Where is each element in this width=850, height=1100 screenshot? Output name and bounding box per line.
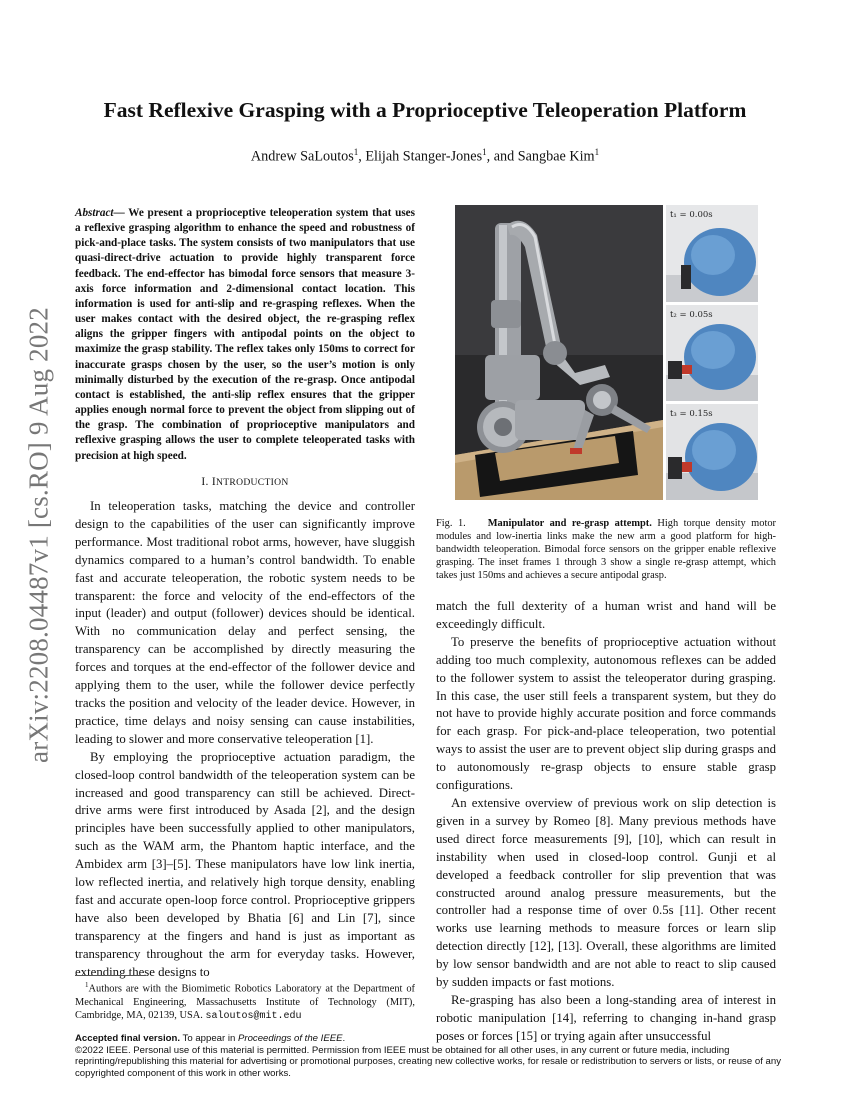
figure-1-caption: [436, 517, 776, 582]
paper-title: Fast Reflexive Grasping with a Proprioceptive Teleoperation Platform: [103, 98, 747, 122]
author-1: Andrew SaLoutos: [250, 148, 354, 165]
inset-1-time-label: t₁ = 0.00s: [670, 210, 713, 220]
section-title-first-letter: I: [211, 476, 217, 488]
inset-3-time-label: t₃ = 0.15s: [670, 409, 713, 419]
main-robot-photo: [455, 205, 663, 500]
intro-paragraph-2: By employing the proprioceptive actuation paradigm, the closed-loop control bandwidth of the teleoperation system can be increased and good transparency can still be achieved. Direct-drive arms were first introduced by Asada [2], and the design principles have been successfully applied to other manipulators, such as the WAM arm, the Phantom haptic interface, and the Ambidex arm [3]–[5]. These manipulators have low link inertia, low reflected inertia, and relatively high torque density, enabling fast and accurate open-loop force control. Proprioceptive grippers have also been developed by Bhatia [6] and Lin [7], since transparency at the fingers and hand is just as important as transparency throughout the arm for everyday tasks. However, extending these designs to: [75, 749, 415, 979]
caption-bold-title: Manipulator and re-grasp attempt.: [487, 518, 652, 529]
right-paragraph-continued: match the full dexterity of a human wrist and hand will be exceedingly difficult.: [436, 599, 776, 631]
affiliation-footnote: [75, 979, 415, 1023]
introduction-right-column: [436, 598, 776, 1046]
section-numeral: I.: [201, 476, 212, 488]
abstract: [75, 206, 415, 464]
venue-name: Proceedings of the IEEE: [238, 1033, 343, 1044]
author-1-affiliation-mark: 1: [353, 147, 359, 157]
author-2-affiliation-mark: 1: [482, 147, 487, 157]
arxiv-sidebar-identifier: [16, 290, 61, 780]
footnote-email: saloutos@mit.edu: [205, 1011, 302, 1023]
inset-2-time-label: t₂ = 0.05s: [670, 310, 713, 320]
intro-paragraph-1: In teleoperation tasks, matching the device and controller design to the capabilities of the user can significantly improve performance. Most traditional robot arms, however, have sluggish dynamics compared to a human’s control bandwidth. To enable fast and accurate teleoperation, the robotic system needs to be transparent: the force and velocity of the end-effectors of the input (leader) and output (follower) devices should be identical. With no communication delay and perfect sensing, the transparency can be accomplished by directly measuring the forces and torques at the end-effector of the follower device and applying them to the user, while the follower device perfectly tracks the position and velocity of the leader device. However, in practice, time delays and noisy sensing can cause instabilities, leading to slower and more conservative teleoperation [1].: [75, 499, 415, 746]
right-paragraph-3: Re-grasping has also been a long-standing area of interest in robotic manipulation [14], referring to changing in-hand grasp poses or forces [15] or trying again after unsuccessful: [436, 992, 776, 1043]
footnote-rule: [75, 975, 145, 976]
abstract-label: Abstract: [75, 207, 114, 219]
accepted-label: Accepted final version.: [75, 1033, 181, 1044]
section-heading-introduction: [75, 476, 415, 488]
right-paragraph-2: An extensive overview of previous work on slip detection is given in a survey by Romeo [8]. Many previous methods have used direct force measurements [9], [10], which can result in instability when used in closed-loop control. Gunji et al developed a feedback controller for slip prevention that was constructed around analog pressure measurements, but the controller had a response time of over 0.5s [11]. Other recent works use learning methods to measure forces or learn slip detection directly [12], [13]. Overall, these algorithms are limited by low sensor bandwidth and are not able to react to slip caused by sudden impacts or fast motions.: [436, 795, 776, 990]
author-3: and Sangbae Kim: [493, 148, 595, 165]
abstract-dash: —: [113, 207, 125, 219]
copyright-notice: ©2022 IEEE. Personal use of this material is permitted. Permission from IEEE must be obtained for all other uses, in any current or future media, including reprinting/republishing this material for advertising or promotional purposes, creating new collective works, for resale or redistribution to servers or lists, or reuse of any copyrighted component of this work in other works.: [75, 1044, 781, 1079]
accepted-period: .: [342, 1033, 346, 1044]
footnote-text: Authors are with the Biomimetic Robotics Laboratory at the Department of Mechanical Engineering, Massachusetts Institute of Technology (MIT), Cambridge, MA, 02139, USA.: [75, 983, 415, 1022]
accepted-text: To appear in: [180, 1033, 238, 1044]
author-3-affiliation-mark: 1: [594, 147, 600, 157]
caption-label: Fig. 1.: [436, 518, 466, 529]
arxiv-id-text: arXiv:2208.04487v1 [cs.RO] 9 Aug 2022: [23, 307, 53, 763]
caption-text: High torque density motor modules and low-inertia links make the new arm a good platform for high-bandwidth teleoperation. Bimodal force sensors on the gripper enable reflexive grasping. The inset frames 1 through 3 show a single re-grasp attempt, which takes just 150ms and achieves a secure antipodal grasp.: [436, 518, 776, 582]
introduction-left-column: [75, 498, 415, 981]
abstract-text: We present a proprioceptive teleoperation system that uses a reflexive grasping algorithm to enhance the speed and robustness of pick-and-place tasks. The system consists of two manipulators that use quasi-direct-drive actuation to provide highly transparent force feedback. The end-effector has bimodal force sensors that measure 3-axis force information and 2-dimensional contact location. This information is used for anti-slip and re-grasping reflexes. When the user makes contact with the desired object, the re-grasping reflex aligns the gripper fingers with antipodal points on the object to maximize the grasp stability. The reflex takes only 150ms to correct for inaccurate grasps chosen by the user, so the user’s motion is only minimally disturbed by the execution of the re-grasp. Once antipodal contact is established, the anti-slip reflex ensures that the gripper applies enough normal force to prevent the object from slipping out of the grasp. The combination of proprioceptive manipulators and reflexive grasping allows the user to complete teleoperated tasks with precision at high speed.: [75, 207, 415, 462]
publication-notice: [75, 1033, 787, 1079]
figure-1-photo: [455, 205, 758, 500]
author-2: Elijah Stanger-Jones: [365, 148, 483, 165]
right-paragraph-1: To preserve the benefits of proprioceptive actuation without adding too much complexity, autonomous reflexes can be added to the follower system to assist the teleoperator during grasping. In this case, the user still feels a transparent system, but they do not have to provide highly accurate position and force commands for each grasp. For pick-and-place teleoperation, two potential ways to assist the user are to prevent object slip during grasps and to autonomously re-grasp objects to ensure stable grasp configurations.: [436, 634, 776, 793]
author-list: Andrew SaLoutos$^1$, Elijah Stanger-Jones$^1$, and Sangbae Kim$^1$: [250, 147, 600, 165]
section-title-rest: NTRODUCTION: [216, 477, 289, 488]
footnote-mark: 1: [85, 981, 89, 989]
